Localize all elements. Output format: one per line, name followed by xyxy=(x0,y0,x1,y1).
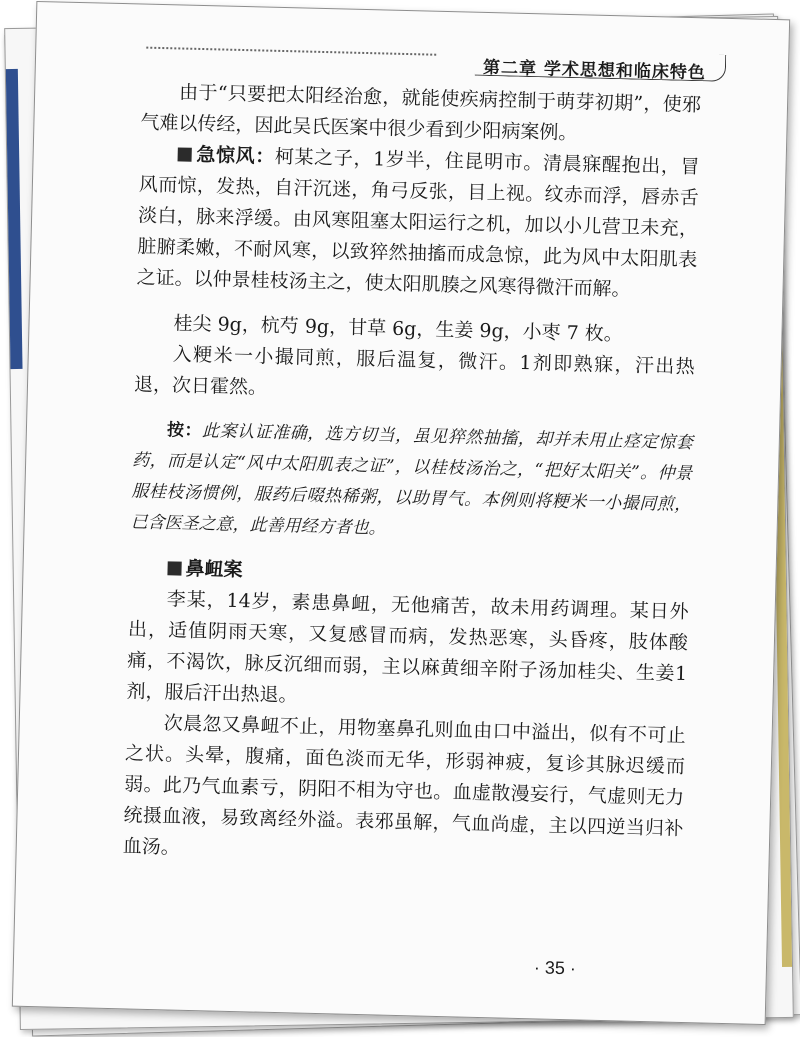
case2-paragraph-1: 李某，14岁，素患鼻衄，无他痛苦，故未用药调理。某日外出，适值阴雨天寒，又复感冒而病，发热恶寒，头昏疼，肢体酸痛，不渴饮，脉反沉细而弱，主以麻黄细辛附子汤加桂尖、生姜1剂，服后汗出热退。 xyxy=(126,588,689,707)
page-body xyxy=(122,77,701,876)
case1-heading: 急惊风： xyxy=(195,143,276,168)
case2-heading: 鼻衄案 xyxy=(185,557,243,582)
book-spine-blue xyxy=(6,69,23,369)
chapter-title: 第二章 学术思想和临床特色 xyxy=(482,57,707,84)
page-number: · 35 · xyxy=(533,957,577,979)
prescription: 桂尖 9g，杭芍 9g，甘草 6g，生姜 9g，小枣 7 枚。 xyxy=(173,312,624,346)
square-bullet-icon xyxy=(178,147,192,161)
commentary-paragraph xyxy=(130,414,693,552)
case1-paragraph xyxy=(136,139,700,308)
header-dotted-rule xyxy=(146,47,436,56)
square-bullet-icon xyxy=(167,561,181,575)
book-page xyxy=(12,1,790,1025)
usage-paragraph: 入粳米一小撮同煎，服后温复，微汗。1剂即熟寐，汗出热退，次日霍然。 xyxy=(133,343,695,399)
commentary-text: 此案认证准确，选方切当，虽见猝然抽搐，却并未用止痉定惊套药，而是认定“风中太阳肌表之证”，以桂枝汤治之，“把好太阳关”。仲景服桂枝汤惯例，服药后啜热稀粥，以助胃气。本例则将粳米一小撮同煎，已含医圣之意，此善用经方者也。 xyxy=(130,421,694,539)
intro-paragraph: 由于“只要把太阳经治愈，就能使疾病控制于萌芽初期”，使邪气难以传经，因此吴氏医案中很少看到少阳病案例。 xyxy=(140,81,702,145)
commentary-label: 按： xyxy=(166,420,203,442)
case2-paragraph-2: 次晨忽又鼻衄不止，用物塞鼻孔则血由口中溢出，似有不可止之状。头晕，腹痛，面色淡而无华，形弱神疲，复诊其脉迟缓而弱。此乃气血素亏，阴阳不相为守也。血虚散漫妄行，气虚则无力统摄血液，易致离经外溢。表邪虽解，气血尚虚，主以四逆当归补血汤。 xyxy=(122,712,686,859)
case1-text: 柯某之子，1岁半，住昆明市。清晨寐醒抱出，冒风而惊，发热，自汗沉迷，角弓反张，目上视。纹赤而浮，唇赤舌淡白，脉来浮缓。由风寒阻塞太阳运行之机，加以小儿营卫未充，脏腑柔嫩，不耐风寒，以致猝然抽搐而成急惊，此为风中太阳肌表之证。以仲景桂枝汤主之，使太阳肌腠之风寒得微汗而解。 xyxy=(136,145,700,301)
